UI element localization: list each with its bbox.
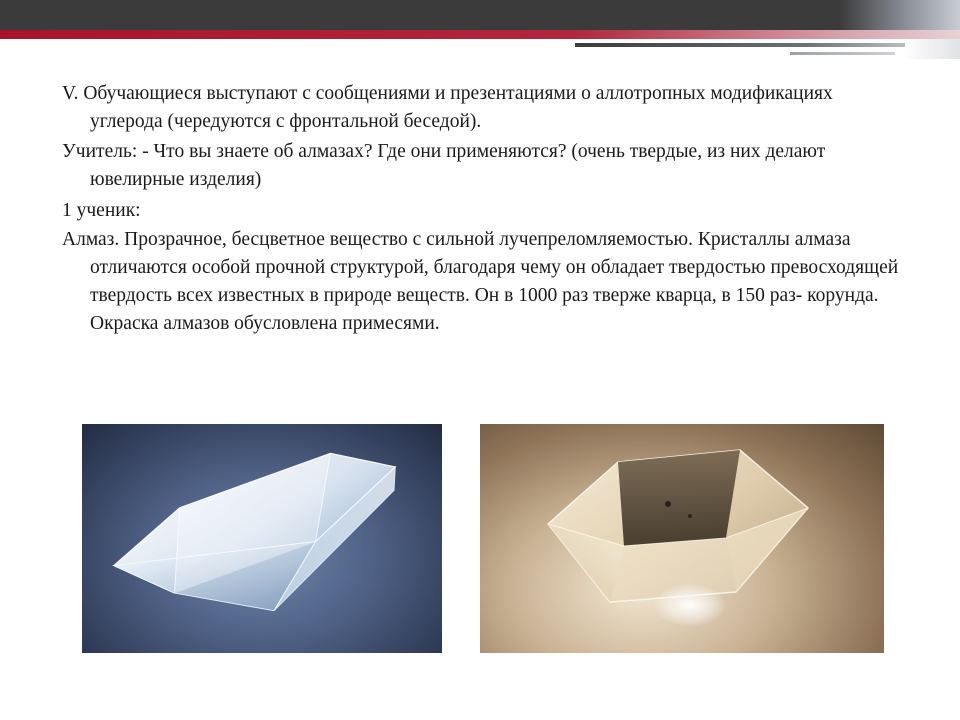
specular-highlight xyxy=(655,584,725,626)
header-fade-overlay xyxy=(902,39,960,59)
header-band-gradient xyxy=(840,0,960,30)
header-stripe-secondary xyxy=(790,52,895,55)
diamond-illustration-left xyxy=(89,426,437,653)
paragraph-student-label: 1 ученик: xyxy=(62,199,141,221)
paragraph-diamond-description: Алмаз. Прозрачное, бесцветное вещество с сильной лучепреломляемостью. Кристаллы алмаза отличаются особой прочной структурой, благодаря чему он обладает твердостью превосходящей твердость всех известных в природе веществ. Он в 1000 раз тверже кварца, в 150 раз- корунда. Окраска алмазов обусловлена примесями. xyxy=(62,229,899,334)
paragraph-teacher-question: Учитель: - Что вы знаете об алмазах? Где они применяются? (очень твердые, из них делают ювелирные изделия) xyxy=(62,141,826,191)
photo-raw-diamond-crystal xyxy=(480,424,884,653)
image-row xyxy=(0,424,960,654)
header-band xyxy=(0,0,960,30)
photo-cut-diamond-blue xyxy=(82,424,442,653)
header-stripe-primary xyxy=(575,43,905,47)
slide-body xyxy=(62,80,907,340)
paragraph-roman-five: V. Обучающиеся выступают с сообщениями и презентациями о аллотропных модификациях углерода (чередуются с фронтальной беседой). xyxy=(62,83,833,132)
header-red-accent-bar xyxy=(0,30,960,39)
